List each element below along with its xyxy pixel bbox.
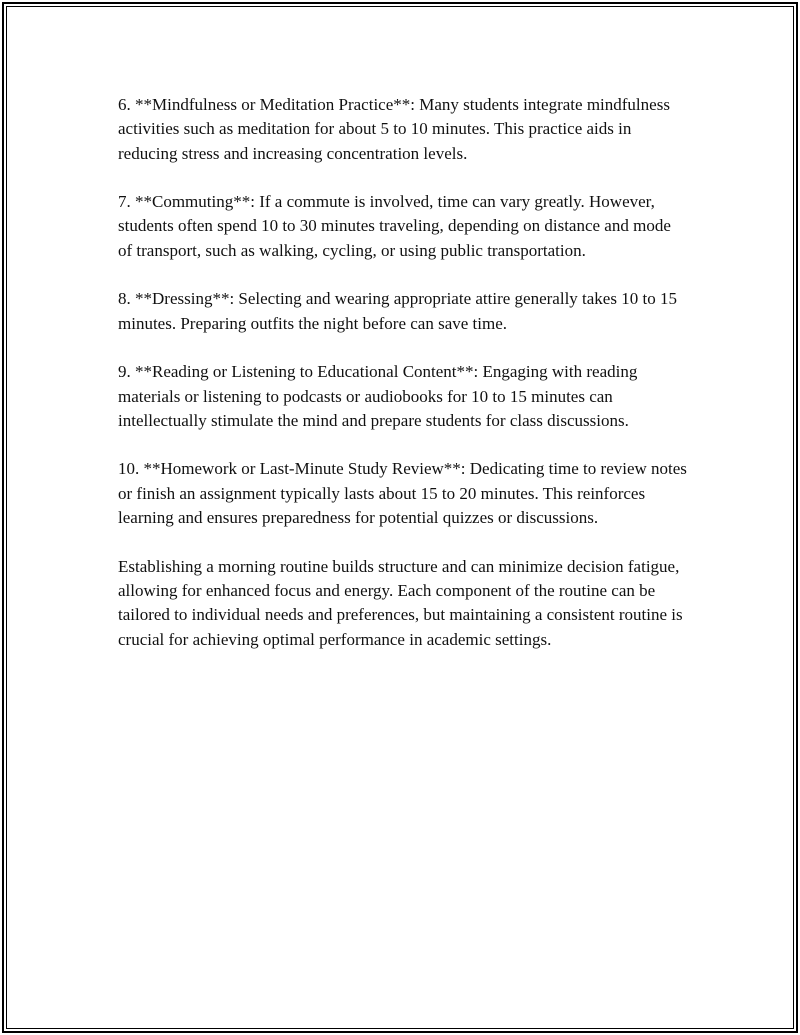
document-body [118,93,688,676]
paragraph-mindfulness: 6. **Mindfulness or Meditation Practice**: Many students integrate mindfulness activities such as meditation for about 5 to 10 minutes. This practice aids in reducing stress and increasing concentration levels. [118,95,670,163]
paragraph-dressing: 8. **Dressing**: Selecting and wearing appropriate attire generally takes 10 to 15 minutes. Preparing outfits the night before can save time. [118,289,677,333]
paragraph-reading-listening: 9. **Reading or Listening to Educational Content**: Engaging with reading materials or listening to podcasts or audiobooks for 10 to 15 minutes can intellectually stimulate the mind and prepare students for class discussions. [118,362,638,430]
paragraph-homework-review: 10. **Homework or Last-Minute Study Review**: Dedicating time to review notes or finish an assignment typically lasts about 15 to 20 minutes. This reinforces learning and ensures preparedness for potential quizzes or discussions. [118,459,687,528]
paragraph-commuting: 7. **Commuting**: If a commute is involved, time can vary greatly. However, students often spend 10 to 30 minutes traveling, depending on distance and mode of transport, such as walking, cycling, or using public transportation. [118,192,671,260]
paragraph-conclusion: Establishing a morning routine builds structure and can minimize decision fatigue, allowing for enhanced focus and energy. Each component of the routine can be tailored to individual needs and preferences, but maintaining a consistent routine is crucial for achieving optimal performance in academic settings. [118,556,683,649]
